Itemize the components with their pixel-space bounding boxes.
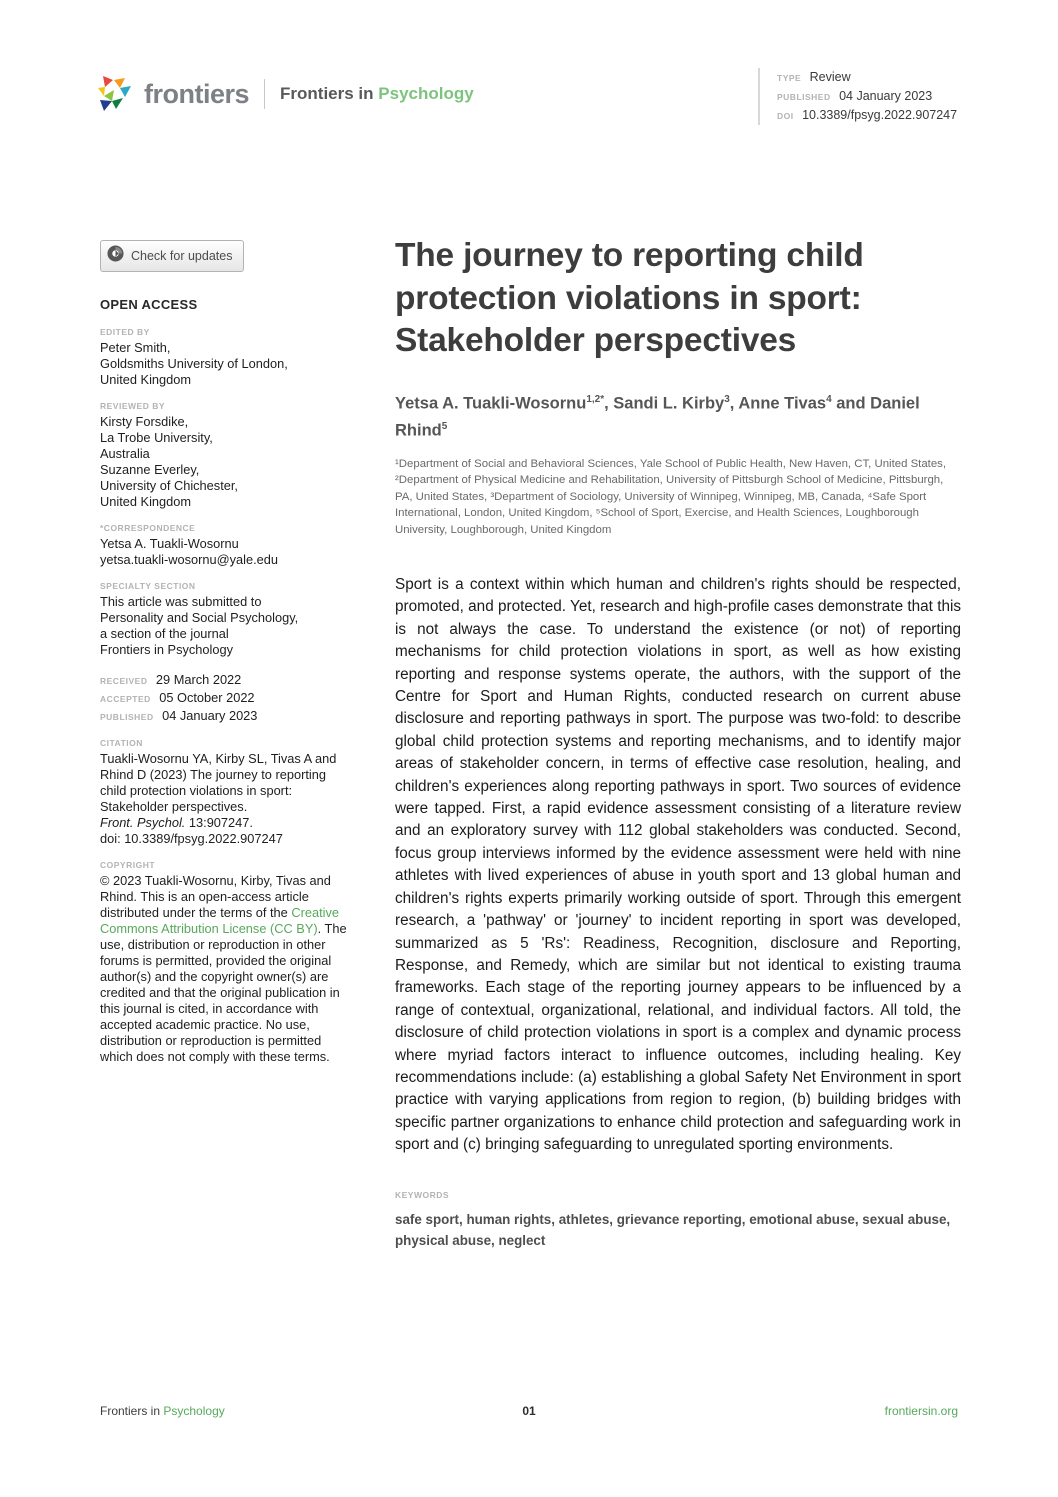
reviewed-by-line: La Trobe University, xyxy=(100,430,213,445)
received-label: RECEIVED xyxy=(100,676,148,686)
footer-journal-prefix: Frontiers in xyxy=(100,1404,161,1418)
reviewed-by-line: Suzanne Everley, xyxy=(100,462,200,477)
specialty-section xyxy=(100,581,348,658)
received-date xyxy=(100,671,348,689)
published-date xyxy=(100,707,348,725)
published-label: PUBLISHED xyxy=(100,712,154,722)
keywords: safe sport, human rights, athletes, grievance reporting, emotional abuse, sexual abuse, physical abuse, neglect xyxy=(395,1211,951,1248)
header-divider xyxy=(264,79,265,109)
crossmark-icon xyxy=(107,245,124,267)
author-affiliation-sup: 3 xyxy=(724,393,730,405)
author: Yetsa A. Tuakli-Wosornu xyxy=(395,394,587,412)
author-list xyxy=(395,388,961,443)
frontiers-wordmark: frontiers xyxy=(144,78,250,109)
edited-by-line: Goldsmiths University of London, xyxy=(100,356,288,371)
reviewed-by-line: United Kingdom xyxy=(100,494,192,509)
affiliations: ¹Department of Social and Behavioral Sciences, Yale School of Public Health, New Haven, CT, United States, ²Department of Physical Medicine and Rehabilitation, University of Pittsburgh School of Medicine, Pittsburgh, PA, United States, ³Department of Sociology, University of Winnipeg, Winnipeg, MB, Canada, ⁴Safe Sport International, London, United Kingdom, ⁵School of Sport, Exercise, and Health Sciences, Loughborough University, Loughborough, United Kingdom xyxy=(395,457,947,536)
accepted-value: 05 October 2022 xyxy=(159,690,255,705)
check-for-updates-button[interactable] xyxy=(100,240,244,272)
received-value: 29 March 2022 xyxy=(155,672,242,687)
meta-published-value: 04 January 2023 xyxy=(839,89,933,103)
dates-section xyxy=(100,671,348,725)
meta-type-label: TYPE xyxy=(777,73,802,83)
citation-journal-line xyxy=(100,815,348,831)
journal-prefix: Frontiers in xyxy=(280,84,374,103)
page-number: 01 xyxy=(522,1404,536,1418)
cc-by-license-link[interactable]: Creative Commons Attribution License (CC BY) xyxy=(100,905,340,936)
journal-header xyxy=(95,74,474,114)
copyright-post: . The use, distribution or reproduction in other forums is permitted, provided the original author(s) and the copyright owner(s) are credited and that the original publication in this journal is cited, in accordance with accepted academic practice. No use, distribution or reproduction is permitted which does not comply with these terms. xyxy=(100,921,347,1064)
meta-type xyxy=(777,68,957,87)
citation-volume: 13:907247. xyxy=(185,815,253,830)
citation-doi: doi: 10.3389/fpsyg.2022.907247 xyxy=(100,831,283,846)
edited-by-line: United Kingdom xyxy=(100,372,192,387)
specialty-line: Personality and Social Psychology, xyxy=(100,610,299,625)
accepted-date xyxy=(100,689,348,707)
correspondence-label: *CORRESPONDENCE xyxy=(100,523,196,533)
meta-doi-label: DOI xyxy=(777,111,794,121)
author-affiliation-sup: 5 xyxy=(441,421,448,432)
edited-by-line: Peter Smith, xyxy=(100,340,171,355)
reviewed-by-line: Kirsty Forsdike, xyxy=(100,414,189,429)
article-main xyxy=(395,235,961,1251)
copyright-section xyxy=(100,860,348,1065)
correspondence-section xyxy=(100,523,348,568)
copyright-text xyxy=(100,873,348,1065)
meta-published xyxy=(777,87,957,106)
correspondence-name: Yetsa A. Tuakli-Wosornu xyxy=(100,536,239,551)
copyright-label: COPYRIGHT xyxy=(100,860,156,870)
check-for-updates-label: Check for updates xyxy=(131,249,233,263)
specialty-line: This article was submitted to xyxy=(100,594,262,609)
meta-doi-value: 10.3389/fpsyg.2022.907247 xyxy=(802,108,958,122)
reviewed-by-label: REVIEWED BY xyxy=(100,401,166,411)
meta-doi xyxy=(777,106,957,125)
sidebar xyxy=(100,297,348,1078)
author-affiliation-sup: 4 xyxy=(826,393,832,405)
author: and Daniel Rhind xyxy=(395,394,920,440)
author-affiliation-sup: 1,2* xyxy=(586,393,605,405)
author: , Anne Tivas xyxy=(729,394,827,412)
reviewed-by-line: Australia xyxy=(100,446,150,461)
copyright-pre: © 2023 Tuakli-Wosornu, Kirby, Tivas and Rhind. This is an open-access article distributed under the terms of the xyxy=(100,873,331,920)
accepted-label: ACCEPTED xyxy=(100,694,151,704)
edited-by-section xyxy=(100,327,348,388)
specialty-line: a section of the journal xyxy=(100,626,229,641)
reviewed-by-section xyxy=(100,401,348,510)
edited-by-label: EDITED BY xyxy=(100,327,150,337)
author: , Sandi L. Kirby xyxy=(604,394,725,412)
journal-title xyxy=(280,84,474,104)
article-title: The journey to reporting child protection violations in sport: Stakeholder perspectives xyxy=(395,237,864,359)
citation-label: CITATION xyxy=(100,738,143,748)
specialty-line: Frontiers in Psychology xyxy=(100,642,233,657)
specialty-label: SPECIALTY SECTION xyxy=(100,581,196,591)
keywords-label: KEYWORDS xyxy=(395,1189,450,1200)
footer-site-link[interactable]: frontiersin.org xyxy=(884,1404,958,1418)
published-value: 04 January 2023 xyxy=(162,708,258,723)
meta-type-value: Review xyxy=(809,70,851,84)
frontiers-logo-icon xyxy=(95,74,135,114)
reviewed-by-line: University of Chichester, xyxy=(100,478,238,493)
meta-published-label: PUBLISHED xyxy=(777,92,831,102)
footer-journal-name: Psychology xyxy=(163,1404,225,1418)
citation-text: Tuakli-Wosornu YA, Kirby SL, Tivas A and Rhind D (2023) The journey to reporting child protection violations in sport: Stakeholder perspectives. xyxy=(100,751,337,814)
open-access-heading: OPEN ACCESS xyxy=(100,297,198,312)
journal-name: Psychology xyxy=(378,84,474,103)
citation-journal-italic: Front. Psychol. xyxy=(100,815,186,830)
citation-section xyxy=(100,738,348,847)
abstract: Sport is a context within which human and children's rights should be respected, promoted, and protected. Yet, research and high-profile cases demonstrate that this is not always the case. To understand the existence (or not) of reporting mechanisms for child protection violations in sport, as well as how existing reporting and response systems operate, the authors, with the support of the Centre for Sport and Human Rights, conducted research on current abuse disclosure and reporting pathways in sport. The purpose was two-fold: to describe global child protection systems and reporting mechanisms, and to identify major areas of stakeholder concern, in terms of effective case resolution, healing, and children's experiences along reporting pathways in sport. Two sources of evidence were tapped. First, a rapid evidence assessment consisting of a literature review and an exploratory survey with 112 global stakeholders was conducted. Second, focus group interviews informed by the evidence assessment were held with nine athletes with lived experiences of abuse in youth sport and 13 global human and children's rights experts primarily working outside of sport. Through this emergent research, a 'pathway' or 'journey' to incident reporting in sport was developed, summarized as 5 'Rs': Readiness, Recognition, disclosure and Reporting, Response, and Remedy, which are similar but not identical to existing trauma frameworks. Each stage of the reporting journey appears to be influenced by a range of contextual, organizational, relational, and individual factors. All told, the disclosure of child protection violations in sport is a complex and dynamic process where myriad factors interact to influence outcomes, including healing. Key recommendations include: (a) establishing a global Safety Net Environment in sport practice with varying applications from region to region, (b) building bridges with specific partner organizations to enhance child protection and safeguarding work in sport and (c) bringing safeguarding to unregulated sporting environments. xyxy=(395,576,961,1154)
correspondence-email[interactable]: yetsa.tuakli-wosornu@yale.edu xyxy=(100,552,279,567)
article-meta xyxy=(758,68,957,125)
